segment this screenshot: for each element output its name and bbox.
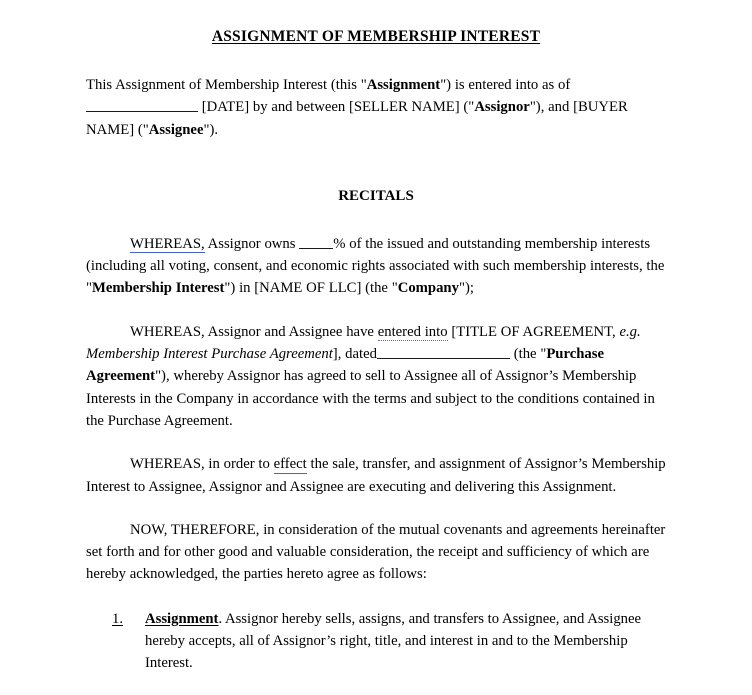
clause-body-text: . Assignor hereby sells, assigns, and transfers to Assignee, and Assignee hereby accepts, all of Assignor’s right, title, and interest in and to the Membership Interest. bbox=[145, 610, 642, 672]
recital1-text-4: "); bbox=[458, 280, 474, 297]
document-title: ASSIGNMENT OF MEMBERSHIP INTEREST bbox=[211, 28, 541, 45]
preamble-text-1: This Assignment of Membership Interest (this " bbox=[86, 77, 367, 93]
preamble-text-2: ") is entered into as of bbox=[440, 77, 571, 93]
defined-term-purchase-agreement: Purchase Agreement bbox=[86, 346, 604, 385]
defined-term-membership-interest: Membership Interest bbox=[92, 280, 225, 297]
effect-flagged: effect bbox=[273, 456, 307, 473]
recital-paragraph-3 bbox=[86, 453, 666, 498]
recital2-text-5: "), whereby Assignor has agreed to sell to Assignee all of Assignor’s Membership Interests in the Company in accordance with the terms and subject to the conditions contained in the Purchase Agreement. bbox=[86, 368, 655, 429]
recital2-text-1: WHEREAS, Assignor and Assignee have bbox=[130, 323, 378, 340]
clause-number: 1. bbox=[112, 610, 124, 627]
date-blank-field[interactable] bbox=[86, 98, 198, 113]
document-body bbox=[86, 0, 666, 675]
recital1-text-1: Assignor owns bbox=[204, 235, 300, 252]
clause-item-1 bbox=[86, 608, 666, 675]
recitals-heading: RECITALS bbox=[338, 187, 414, 204]
recital-paragraph-2 bbox=[86, 321, 666, 432]
whereas-lead-flagged: WHEREAS, bbox=[130, 235, 205, 252]
recital2-text-3: ], dated bbox=[332, 346, 377, 363]
recital2-text-4: (the " bbox=[509, 346, 547, 363]
now-therefore-text: NOW, THEREFORE, in consideration of the mutual covenants and agreements hereinafter set forth and for other good and valuable consideration, the receipt and sufficiency of which are hereby acknowledged, the parties hereto agree as follows: bbox=[86, 521, 666, 583]
defined-term-assignment: Assignment bbox=[366, 77, 441, 93]
entered-into-flagged: entered into bbox=[377, 323, 448, 340]
dated-blank-field[interactable] bbox=[377, 344, 510, 359]
recital1-text-3: ") in [NAME OF LLC] (the " bbox=[224, 280, 398, 297]
preamble-text-4: "), and [BUYER NAME] (" bbox=[86, 99, 628, 138]
preamble-text-5: "). bbox=[203, 121, 219, 138]
preamble-text-3: [DATE] by and between [SELLER NAME] (" bbox=[198, 99, 475, 116]
recital-paragraph-1 bbox=[86, 233, 666, 300]
clause-heading-assignment: Assignment bbox=[145, 610, 219, 627]
now-therefore-paragraph bbox=[86, 519, 666, 586]
defined-term-assignor: Assignor bbox=[474, 99, 530, 116]
recital3-text-1: WHEREAS, in order to bbox=[130, 456, 274, 473]
agreement-example-italic: e.g. Membership Interest Purchase Agreement bbox=[86, 323, 641, 363]
recital1-text-2: % of the issued and outstanding membership interests (including all voting, consent, and economic rights associated with such membership interests, the " bbox=[86, 235, 665, 297]
recital3-text-2: the sale, transfer, and assignment of Assignor’s Membership Interest to Assignee, Assignor and Assignee are executing and delivering this Assignment. bbox=[86, 456, 666, 495]
percentage-blank-field[interactable] bbox=[299, 234, 333, 249]
recital2-text-2: [TITLE OF AGREEMENT, bbox=[447, 323, 620, 340]
defined-term-company: Company bbox=[397, 280, 459, 297]
defined-term-assignee: Assignee bbox=[148, 121, 204, 138]
preamble-paragraph bbox=[86, 74, 666, 141]
clause-list bbox=[86, 586, 666, 675]
